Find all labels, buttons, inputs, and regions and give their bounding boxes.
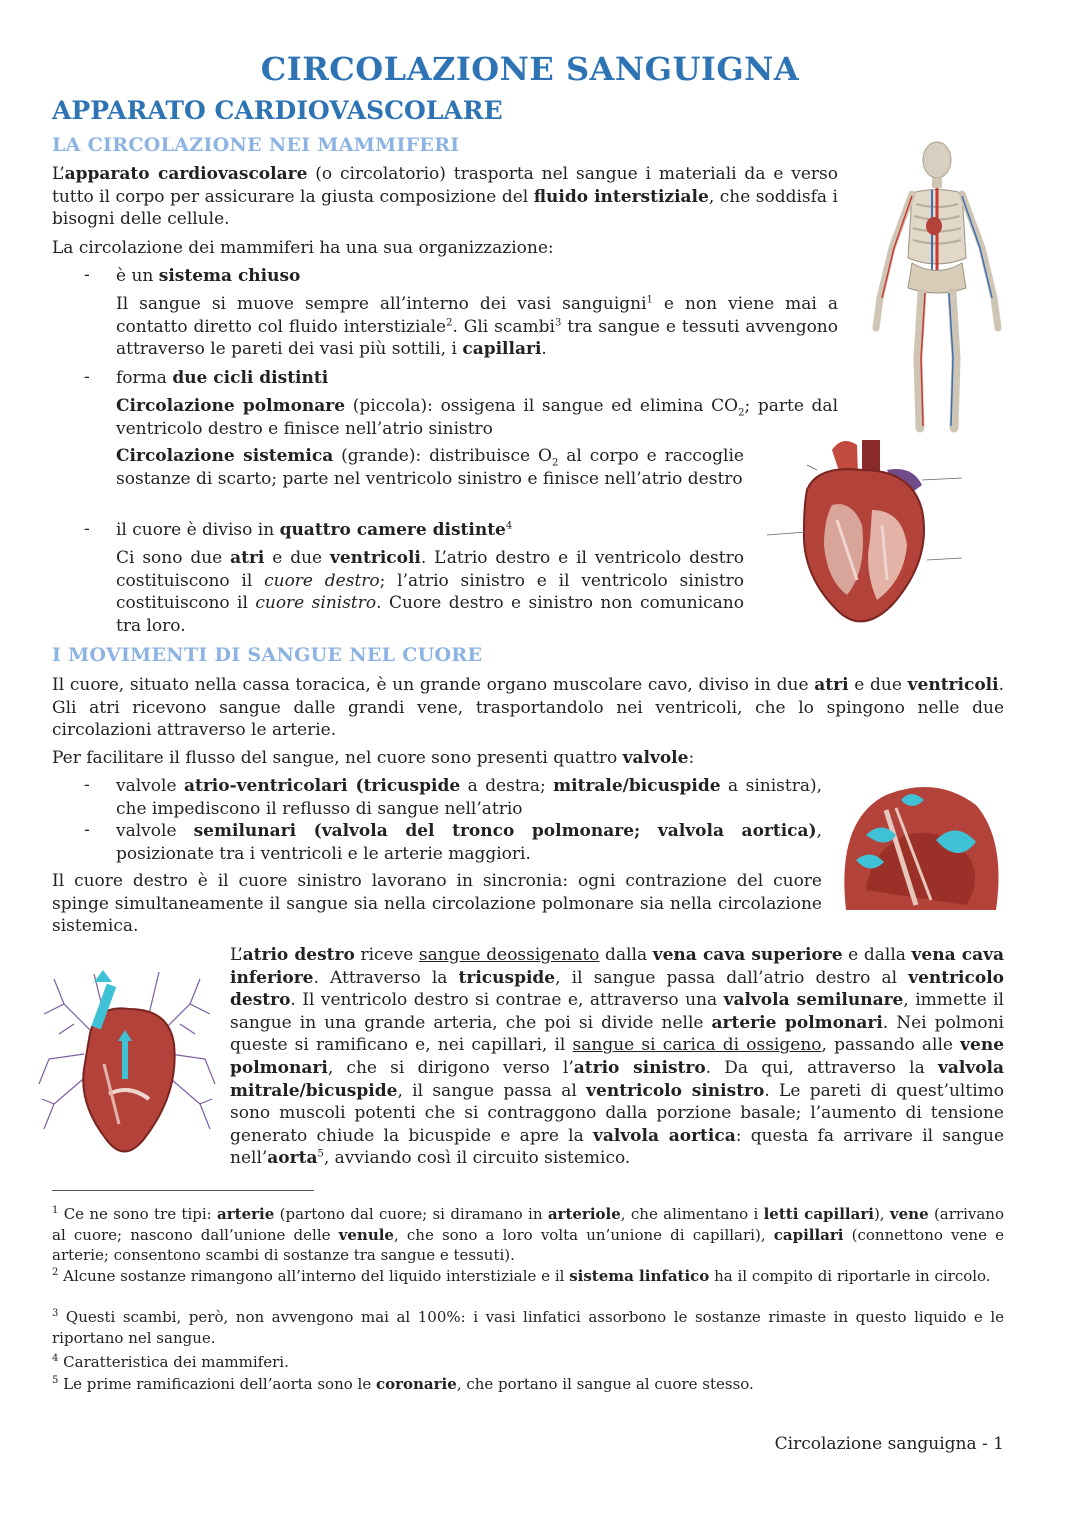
footnote-4: $^4$ Caratteristica dei mammiferi. [52, 1353, 289, 1371]
intro-paragraph: L’apparato cardiovascolare (o circolatorio) trasporta nel sangue i materiali da e verso tutto il corpo per assicurare la giusta composizione del fluido interstiziale, che soddisfa i bisogni delle cellule. [52, 164, 838, 230]
list-item-closed-system: è un sistema chiuso [116, 266, 301, 286]
valve-item-semilunar: valvole semilunari (valvola del tronco polmonare; valvola aortica), posizionate tra i ventricoli e le arterie maggiori. [116, 821, 822, 864]
heart-lungs-image [34, 964, 220, 1168]
footnote-3: $^3$ Questi scambi, però, non avvengono mai al 100%: i vasi linfatici assorbono le sostanze rimaste in questo liquido e le riportano nel sangue. [52, 1308, 1004, 1347]
heart-valves-image [836, 780, 1000, 912]
four-chambers-text: Ci sono due atri e due ventricoli. L’atrio destro e il ventricolo destro costituiscono il cuore destro; l’atrio sinistro e il ventricolo sinistro costituiscono il cuore sinistro. Cuore destro e sinistro non comunicano tra loro. [116, 548, 745, 636]
systemic-circulation-text: Circolazione sistemica (grande): distribuisce $O_2$ al corpo e raccoglie sostanze di scarto; parte nel ventricolo sinistro e finisce nell’atrio destro [116, 446, 744, 489]
list-item-two-cycles: forma due cicli distinti [116, 368, 329, 388]
list-item-four-chambers: il cuore è diviso in quattro camere distinte$^4$ [116, 520, 513, 540]
blood-flow-paragraph: L’atrio destro riceve sangue deossigenato dalla vena cava superiore e dalla vena cava inferiore. Attraverso la tricuspide, il sangue passa dall’atrio destro al ventricolo destro. Il ventricolo destro si contrae e, attraverso una valvola semilunare, immette il sangue in una grande arteria, che poi si divide nelle arterie polmonari. Nei polmoni queste si ramificano e, nei capillari, il sangue si carica di ossigeno, passando alle vene polmonari, che si dirigono verso l’atrio sinistro. Da qui, attraverso la valvola mitrale/bicuspide, il sangue passa al ventricolo sinistro. Le pareti di quest’ultimo sono muscoli potenti che si contraggono dalla porzione basale; l’aumento di tensione generato chiude la bicuspide e apre la valvola aortica: questa fa arrivare il sangue nell’aorta$^5$, avviando così il circuito sistemico. [230, 945, 1005, 1169]
closed-system-text: Il sangue si muove sempre all’interno dei vasi sanguigni$^1$ e non viene mai a contatto diretto col fluido interstiziale$^2$. Gli scambi$^3$ tra sangue e tessuti avvengono attraverso le pareti dei vasi più sottili, i capillari. [116, 294, 839, 360]
footnote-1: $^1$ Ce ne sono tre tipi: arterie (partono dal cuore; si diramano in arteriole, che alimentano i letti capillari), vene (arrivano al cuore; nascono dall’unione delle venule, che sono a loro volta un’unione di capillari), capillari (connettono vene e arterie; consentono scambi di sostanze tra sangue e tessuti). [52, 1205, 1005, 1264]
footnote-2: $^2$ Alcune sostanze rimangono all’interno del liquido interstiziale e il sistema linfatico ha il compito di riportarle in circolo. [52, 1267, 991, 1285]
subheading-mammals: LA CIRCOLAZIONE NEI MAMMIFERI [52, 134, 460, 156]
circulatory-system-image [862, 138, 1012, 438]
sync-paragraph: Il cuore destro è il cuore sinistro lavorano in sincronia: ogni contrazione del cuore spinge simultaneamente il sangue sia nella circolazione polmonare sia nella circolazione sistemica. [52, 871, 822, 937]
footnote-separator [52, 1190, 314, 1191]
heart-section-image [762, 430, 972, 640]
footnote-5: $^5$ Le prime ramificazioni dell’aorta sono le coronarie, che portano il sangue al cuore stesso. [52, 1375, 754, 1393]
document-page: CIRCOLAZIONE SANGUIGNA APPARATO CARDIOVASCOLARE LA CIRCOLAZIONE NEI MAMMIFERI L’apparato cardiovascolare (o circolatorio) trasporta nel sangue i materiali da e verso tutto il corpo per assicurare la giusta composizione del fluido interstiziale, che soddisfa i bisogni delle cellule. La circolazione dei mammiferi ha una sua organizzazione: - è un sistema chiuso Il sangue si muove sempre all’interno dei vasi sanguigni$^1$ e non viene mai a contatto diretto col fluido interstiziale$^2$. Gli scambi$^3$ tra sangue e tessuti avvengono attraverso le pareti dei vasi più sottili, i capillari. - forma due cicli distinti Circolazione polmonare (piccola): ossigena il sangue ed elimina $CO_2$; parte dal ventricolo destro e finisce nell’atrio sinistro Circolazione sistemica (grande): distribuisce $O_2$ al corpo e raccoglie sostanze di scarto; parte nel ventricolo sinistro e finisce nell’atrio destro - il cuore è diviso in quattro camere distinte$^4$ Ci sono due atri e due ventricoli. L’atrio destro e il ventricolo destro costituiscono il cuore destro; l’atrio sinistro e il ventricolo sinistro costituiscono il cuore sinistro. Cuore destro e sinistro non comunicano tra loro. I MOVIMENTI DI SANGUE NEL CUORE Il cuore, situato nella cassa toracica, è un grande organo muscolare cavo, diviso in due atri e due ventricoli. Gli atri ricevono sangue dalle grandi vene, trasportandolo nei ventricoli, che lo spingono nelle due circolazioni attraverso le arterie. Per facilitare il flusso del sangue, nel cuore sono presenti quattro valvole: - valvole atrio-ventricolari (tricuspide a destra; mitrale/bicuspide a sinistra), che impediscono il reflusso di sangue nell’atrio - valvole semilunari (valvola del tronco polmonare; valvola aortica), posizionate tra i ventricoli e le arterie maggiori. Il cuore destro è il cuore sinistro lavorano in sincronia: ogni contrazione del cuore spinge simultaneamente il sangue sia nella circolazione polmonare sia nella circolazione sistemica. L’atrio destro riceve sangue deossigenato dalla vena cava superiore e dalla vena cava inferiore. Attraverso la tricuspide, il sangue passa dall’atrio destro al ventricolo destro. Il ventricolo destro si contrae e, attraverso una valvola semilunare, immette il sangue in una grande arteria, che poi si divide nelle arterie polmonari. Nei polmoni queste si ramificano e, nei capillari, il sangue si carica di ossigeno, passando alle vene polmonari, che si dirigono verso l’atrio sinistro. Da qui, attraverso la valvola mitrale/bicuspide, il sangue passa al ventricolo sinistro. Le pareti di quest’ultimo sono muscoli potenti che si contraggono dalla porzione basale; l’aumento di tensione generato chiude la bicuspide e apre la valvola aortica: questa fa arrivare il sangue nell’aorta$^5$, avviando così il circuito sistemico. $^1$ Ce ne sono tre tipi: arterie (partono dal cuore; si diramano in arteriole, che alimentano i letti capillari), vene (arrivano al cuore; nascono dall’unione delle venule, che sono a loro volta un’unione di capillari), capillari (connettono vene e arterie; consentono scambi di sostanze tra sangue e tessuti). $^2$ Alcune sostanze rimangono all’interno del liquido interstiziale e il sistema linfatico ha il compito di riportarle in circolo. $^3$ Questi scambi, però, non avvengono mai al 100%: i vasi linfatici assorbono le sostanze rimaste in questo liquido e le riportano nel sangue. $^4$ Caratteristica dei mammiferi. $^5$ Le prime ramificazioni dell’aorta sono le coronarie, che portano il sangue al cuore stesso. Circolazione sanguigna - 1 [0, 0, 1080, 1525]
section-heading: APPARATO CARDIOVASCOLARE [52, 96, 503, 125]
valve-item-av: valvole atrio-ventricolari (tricuspide a destra; mitrale/bicuspide a sinistra), che impediscono il reflusso di sangue nell’atrio [116, 776, 822, 819]
page-footer: Circolazione sanguigna - 1 [774, 1434, 1004, 1454]
heart-intro-paragraph: Il cuore, situato nella cassa toracica, è un grande organo muscolare cavo, diviso in due atri e due ventricoli. Gli atri ricevono sangue dalle grandi vene, trasportandolo nei ventricoli, che lo spingono nelle due circolazioni attraverso le arterie. [52, 675, 1004, 741]
page-title: CIRCOLAZIONE SANGUIGNA [260, 50, 800, 88]
valves-intro: Per facilitare il flusso del sangue, nel cuore sono presenti quattro valvole: [52, 748, 695, 768]
subheading-heart-movements: I MOVIMENTI DI SANGUE NEL CUORE [52, 644, 483, 666]
organization-text: La circolazione dei mammiferi ha una sua organizzazione: [52, 238, 554, 258]
pulmonary-circulation-text: Circolazione polmonare (piccola): ossigena il sangue ed elimina $CO_2$; parte dal ventricolo destro e finisce nell’atrio sinistro [116, 396, 839, 439]
